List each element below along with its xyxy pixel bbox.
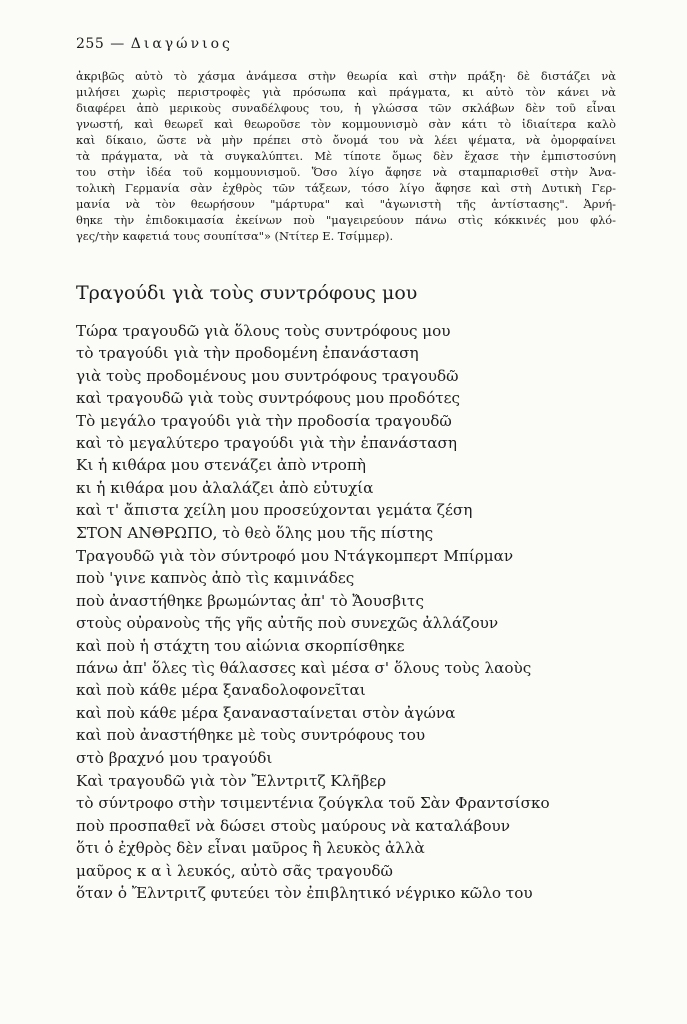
intro-line: θηκε τὴν ἐπιδοκιμασία ἐκείνων ποὺ "μαγειρεύουν πάνω στὶς κόκκινές μου φλό- bbox=[76, 213, 616, 227]
intro-line: τὰ πράγματα, νὰ τὰ συγκαλύπτει. Μὲ τίποτε ὅμως δὲν ἔχασε τὴν ἐμπιστοσύνη bbox=[76, 149, 616, 163]
intro-line: γες/τὴν καφετιά τους σουπίτσα"» (Ντίτερ Ε. Τσίμμερ). bbox=[76, 229, 394, 243]
intro-line: του στὴν ἰδέα τοῦ κομμουνισμοῦ. Ὅσο λίγο ἄφησε νὰ σταμπαρισθεῖ στὴν Ἀνα- bbox=[76, 165, 616, 179]
running-title: Διαγώνιος bbox=[130, 36, 233, 52]
page-number: 255 bbox=[76, 36, 105, 52]
poem-verse: ΣΤΟΝ ΑΝΘΡΩΠΟ, τὸ θεὸ ὅλης μου τῆς πίστης bbox=[76, 523, 434, 542]
intro-line: διαφέρει ἀπὸ μερικοὺς συναδέλφους του, ἡ γλώσσα τῶν σκλάβων δὲν τοῦ εἶναι bbox=[76, 101, 616, 115]
intro-paragraph bbox=[76, 68, 616, 244]
poem-verse: Τὸ μεγάλο τραγούδι γιὰ τὴν προδοσία τραγουδῶ bbox=[76, 411, 452, 430]
poem-verse: στὸ βραχνό μου τραγούδι bbox=[76, 748, 273, 767]
poem-verse: ποὺ 'γινε καπνὸς ἀπὸ τὶς καμινάδες bbox=[76, 569, 355, 588]
poem-verse: καὶ ποὺ κάθε μέρα ξανανασταίνεται στὸν ἀγώνα bbox=[76, 703, 456, 722]
poem-stanza-1 bbox=[76, 320, 636, 544]
poem-verse: καὶ ποὺ ἀναστήθηκε μὲ τοὺς συντρόφους του bbox=[76, 726, 426, 745]
intro-line: τολικὴ Γερμανία σὰν ἐχθρὸς τῶν τάξεων, τόσο λίγο ἄφησε καὶ στὴ Δυτικὴ Γερ- bbox=[76, 181, 616, 195]
header-separator: — bbox=[110, 36, 125, 52]
intro-line: ἀκριβῶς αὐτὸ τὸ χάσμα ἀνάμεσα στὴν θεωρία καὶ στὴν πράξη· δὲ διστάζει νὰ bbox=[76, 69, 616, 83]
intro-line: καὶ δίκαιο, ὥστε νὰ μὴν πρέπει στὸ ὄνομά του νὰ λέει ψέματα, νὰ ὀμορφαίνει bbox=[76, 133, 616, 147]
poem-verse: πάνω ἀπ' ὅλες τὶς θάλασσες καὶ μέσα σ' ὅλους τοὺς λαοὺς bbox=[76, 658, 532, 677]
intro-line: γνωστή, καὶ θεωρεῖ καὶ θεωροῦσε τὸν κομμουνισμὸ σὰν κάτι τὸ ἰδιαίτερα καλὸ bbox=[76, 117, 616, 131]
intro-line: μανία νὰ τὸν θεωρήσουν "μάρτυρα" καὶ "ἀγωνιστὴ τῆς ἀντίστασης". Ἀρνή- bbox=[76, 197, 616, 211]
poem-verse: ὅτι ὁ ἐχθρὸς δὲν εἶναι μαῦρος ἢ λευκὸς ἀλλὰ bbox=[76, 839, 425, 858]
poem-verse: Τραγουδῶ γιὰ τὸν σύντροφό μου Ντάγκομπερτ Μπίρμαν bbox=[76, 547, 514, 565]
poem-verse: ποὺ προσπαθεῖ νὰ δώσει στοὺς μαύρους νὰ καταλάβουν bbox=[76, 816, 510, 835]
poem-verse: καὶ ποὺ κάθε μέρα ξαναδολοφονεῖται bbox=[76, 681, 366, 700]
poem-verse: μαῦρος κ α ὶ λευκός, αὐτὸ σᾶς τραγουδῶ bbox=[76, 861, 393, 880]
poem-verse: καὶ τὸ μεγαλύτερο τραγούδι γιὰ τὴν ἐπανάσταση bbox=[76, 433, 458, 452]
poem-verse: ὅταν ὁ Ἔλντριτζ φυτεύει τὸν ἐπιβλητικό νέγρικο κῶλο του bbox=[76, 883, 533, 902]
poem-verse: γιὰ τοὺς προδομένους μου συντρόφους τραγουδῶ bbox=[76, 366, 459, 385]
poem-verse: Τώρα τραγουδῶ γιὰ ὅλους τοὺς συντρόφους μου bbox=[76, 322, 451, 340]
poem-verse: καὶ τ' ἄπιστα χείλη μου προσεύχονται γεμάτα ζέση bbox=[76, 501, 473, 520]
poem-verse: Καὶ τραγουδῶ γιὰ τὸν Ἔλντριτζ Κλῆβερ bbox=[76, 772, 387, 790]
poem-verse: τὸ σύντροφο στὴν τσιμεντένια ζούγκλα τοῦ Σὰν Φραντσίσκο bbox=[76, 794, 550, 813]
poem-title: Τραγούδι γιὰ τοὺς συντρόφους μου bbox=[76, 282, 418, 304]
poem-verse: ποὺ ἀναστήθηκε βρωμώντας ἀπ' τὸ Ἄουσβιτς bbox=[76, 591, 424, 610]
poem-verse: Κι ἡ κιθάρα μου στενάζει ἀπὸ ντροπὴ bbox=[76, 456, 366, 475]
poem-stanza-3 bbox=[76, 770, 636, 904]
intro-line: μιλήσει χωρὶς περιστροφὲς γιὰ πρόσωπα καὶ πράγματα, κι αὐτὸ τὸν κάνει νὰ bbox=[76, 85, 616, 99]
poem-verse: στοὺς οὐρανοὺς τῆς γῆς αὐτῆς ποὺ συνεχῶς ἀλλάζουν bbox=[76, 614, 499, 633]
poem-verse: κι ἡ κιθάρα μου ἀλαλάζει ἀπὸ εὐτυχία bbox=[76, 478, 374, 497]
running-head bbox=[76, 36, 233, 52]
poem-verse: καὶ ποὺ ἡ στάχτη του αἰώνια σκορπίσθηκε bbox=[76, 636, 405, 655]
poem-verse: καὶ τραγουδῶ γιὰ τοὺς συντρόφους μου προδότες bbox=[76, 389, 460, 408]
poem-verse: τὸ τραγούδι γιὰ τὴν προδομένη ἐπανάσταση bbox=[76, 344, 419, 363]
poem-stanza-2 bbox=[76, 545, 636, 769]
